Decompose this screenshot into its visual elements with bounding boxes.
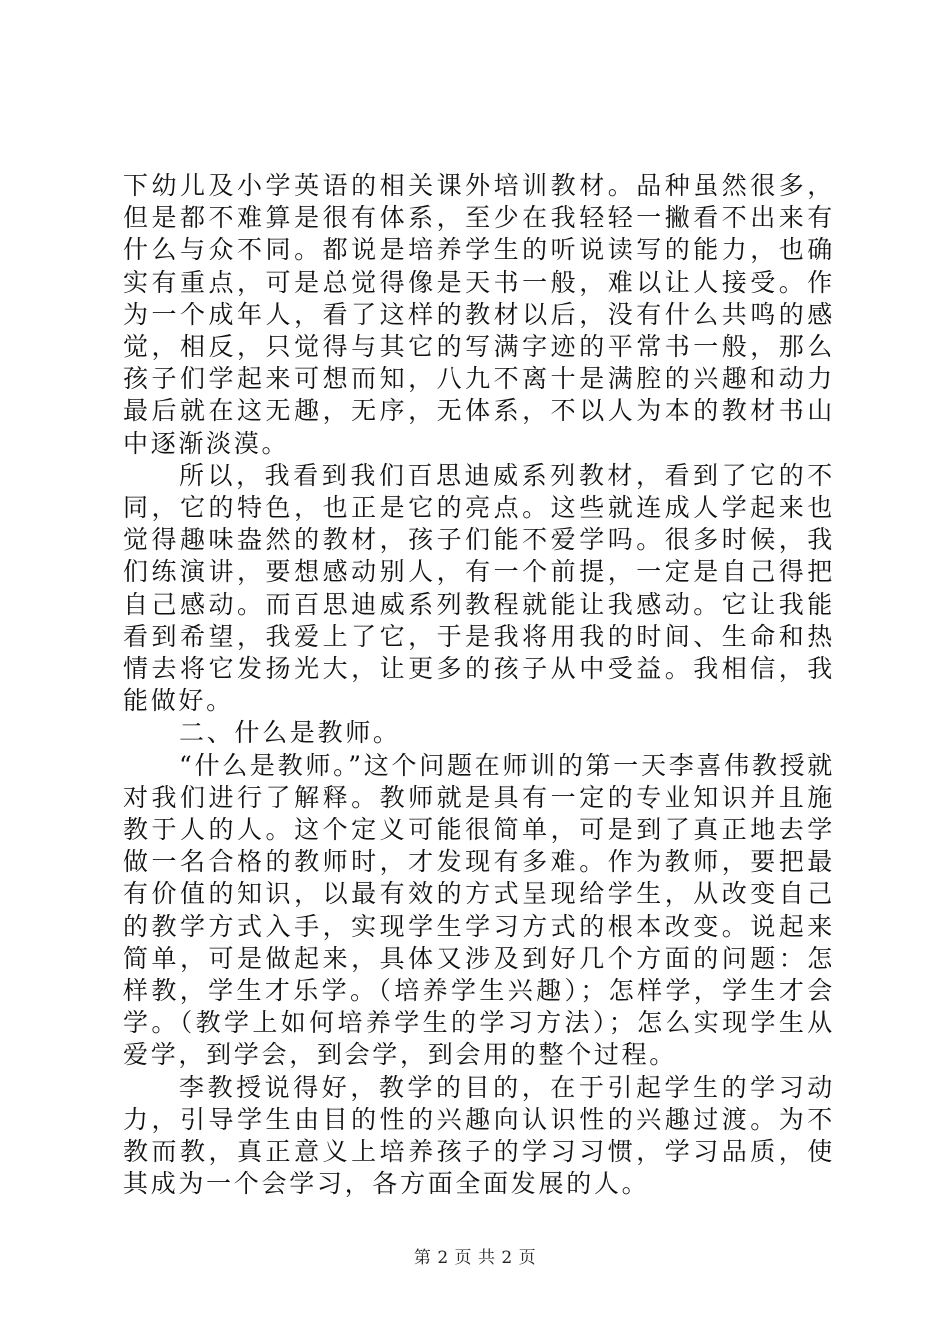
paragraph-teacher-definition: “什么是教师。”这个问题在师训的第一天李喜伟教授就对我们进行了解释。教师就是具有一定的专业知识并且施教于人的人。这个定义可能很简单，可是到了真正地去学做一名合格的教师时，才发现有多难。作为教师，要把最有价值的知识，以最有效的方式呈现给学生，从改变自己的教学方式入手，实现学生学习方式的根本改变。说起来简单，可是做起来，具体又涉及到好几个方面的问题：怎样教，学生才乐学。（培养学生兴趣）；怎样学，学生才会学。（教学上如何培养学生的学习方法）；怎么实现学生从爱学，到学会，到会学，到会用的整个过程。 xyxy=(123,750,835,1070)
section-heading-what-is-teacher: 二、什么是教师。 xyxy=(179,718,401,748)
paragraph-teaching-purpose: 李教授说得好，教学的目的，在于引起学生的学习动力，引导学生由目的性的兴趣向认识性的兴趣过渡。为不教而教，真正意义上培养孩子的学习习惯，学习品质，使其成为一个会学习，各方面全面发展的人。 xyxy=(123,1072,835,1199)
paragraph-textbook-features: 所以，我看到我们百思迪威系列教材，看到了它的不同，它的特色，也正是它的亮点。这些就连成人学起来也觉得趣味盎然的教材，孩子们能不爱学吗。很多时候，我们练演讲，要想感动别人，有一个前提，一定是自己得把自己感动。而百思迪威系列教程就能让我感动。它让我能看到希望，我爱上了它，于是我将用我的时间、生命和热情去将它发扬光大，让更多的孩子从中受益。我相信，我能做好。 xyxy=(123,460,835,716)
paragraph-continued: 下幼儿及小学英语的相关课外培训教材。品种虽然很多，但是都不难算是很有体系，至少在我轻轻一撇看不出来有什么与众不同。都说是培养学生的听说读写的能力，也确实有重点，可是总觉得像是天书一般，难以让人接受。作为一个成年人，看了这样的教材以后，没有什么共鸣的感觉，相反，只觉得与其它的写满字迹的平常书一般，那么孩子们学起来可想而知，八九不离十是满腔的兴趣和动力最后就在这无趣，无序，无体系，不以人为本的教材书山中逐渐淡漠。 xyxy=(123,171,835,458)
document-body xyxy=(123,170,835,1201)
page-number-footer: 第 2 页 共 2 页 xyxy=(413,1248,537,1268)
